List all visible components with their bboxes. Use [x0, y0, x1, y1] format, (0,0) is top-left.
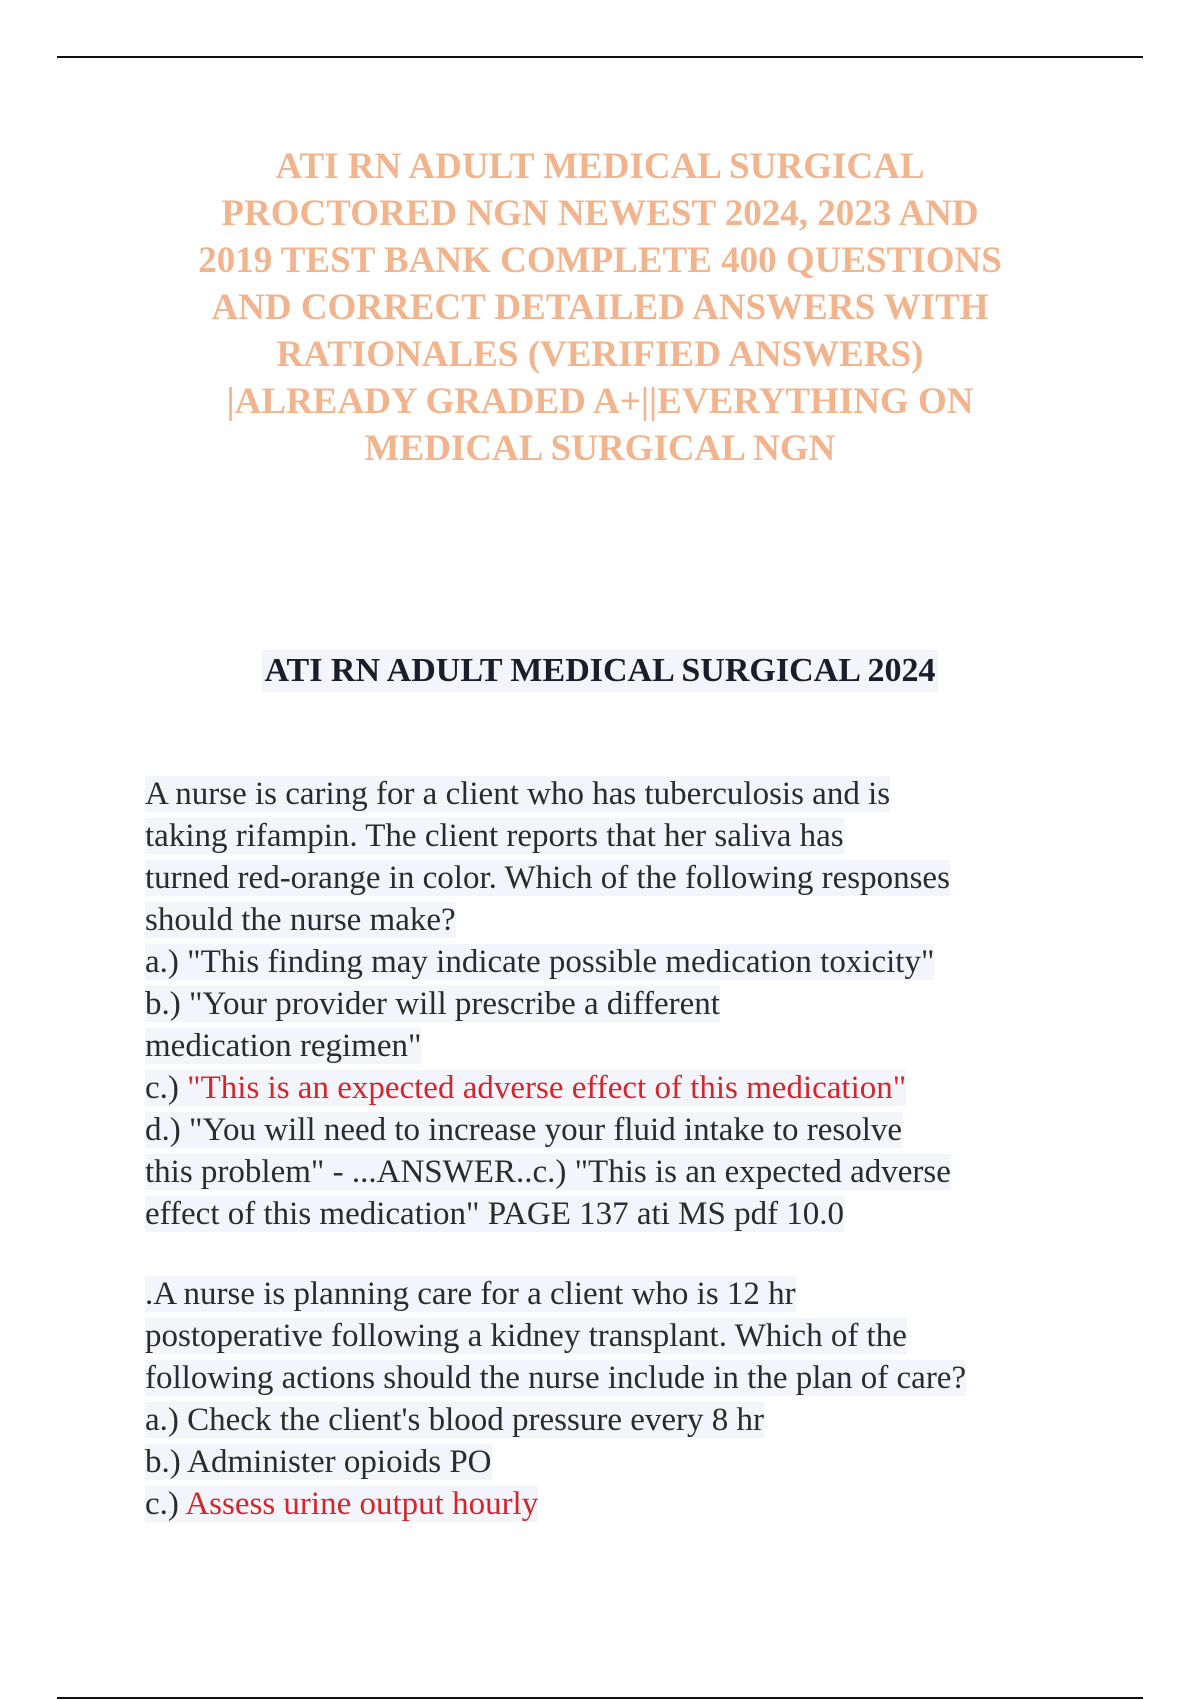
question-stem-line: turned red-orange in color. Which of the following responses [145, 860, 950, 896]
title-line: MEDICAL SURGICAL NGN [364, 428, 836, 469]
section-heading [0, 650, 1200, 692]
bottom-rule [57, 1697, 1143, 1699]
option-b: b.) Administer opioids PO [145, 1444, 492, 1480]
correct-answer-text: "This is an expected adverse effect of this medication" [187, 1070, 907, 1106]
option-a: a.) Check the client's blood pressure every 8 hr [145, 1402, 764, 1438]
top-rule [57, 56, 1143, 58]
title-line: RATIONALES (VERIFIED ANSWERS) [276, 334, 924, 375]
question-1 [145, 773, 1105, 1235]
question-stem-line: following actions should the nurse include in the plan of care? [145, 1360, 967, 1396]
option-d: d.) "You will need to increase your fluid intake to resolve [145, 1112, 903, 1148]
option-c [145, 1483, 1105, 1525]
question-stem-line: postoperative following a kidney transplant. Which of the [145, 1318, 907, 1354]
title-line: PROCTORED NGN NEWEST 2024, 2023 AND [221, 193, 979, 234]
question-2 [145, 1273, 1105, 1525]
answer-line: effect of this medication" PAGE 137 ati MS pdf 10.0 [145, 1196, 845, 1232]
section-heading-text: ATI RN ADULT MEDICAL SURGICAL 2024 [262, 650, 937, 692]
title-line: AND CORRECT DETAILED ANSWERS WITH [211, 287, 989, 328]
question-stem-line: A nurse is caring for a client who has tuberculosis and is [145, 776, 891, 812]
option-c-prefix: c.) [145, 1486, 186, 1522]
title-line: |ALREADY GRADED A+||EVERYTHING ON [226, 381, 974, 422]
option-b: b.) "Your provider will prescribe a different [145, 986, 720, 1022]
document-title [120, 143, 1080, 472]
correct-answer-text: Assess urine output hourly [185, 1486, 539, 1522]
question-stem-line: should the nurse make? [145, 902, 456, 938]
answer-line: this problem" - ...ANSWER..c.) "This is an expected adverse [145, 1154, 951, 1190]
option-a: a.) "This finding may indicate possible medication toxicity" [145, 944, 935, 980]
title-line: 2019 TEST BANK COMPLETE 400 QUESTIONS [198, 240, 1002, 281]
question-stem-line: taking rifampin. The client reports that her saliva has [145, 818, 844, 854]
option-c-prefix: c.) [145, 1070, 188, 1106]
option-b-continued: medication regimen" [145, 1028, 422, 1064]
option-c [145, 1067, 1105, 1109]
title-line: ATI RN ADULT MEDICAL SURGICAL [275, 146, 925, 187]
question-stem-line: .A nurse is planning care for a client who is 12 hr [145, 1276, 796, 1312]
